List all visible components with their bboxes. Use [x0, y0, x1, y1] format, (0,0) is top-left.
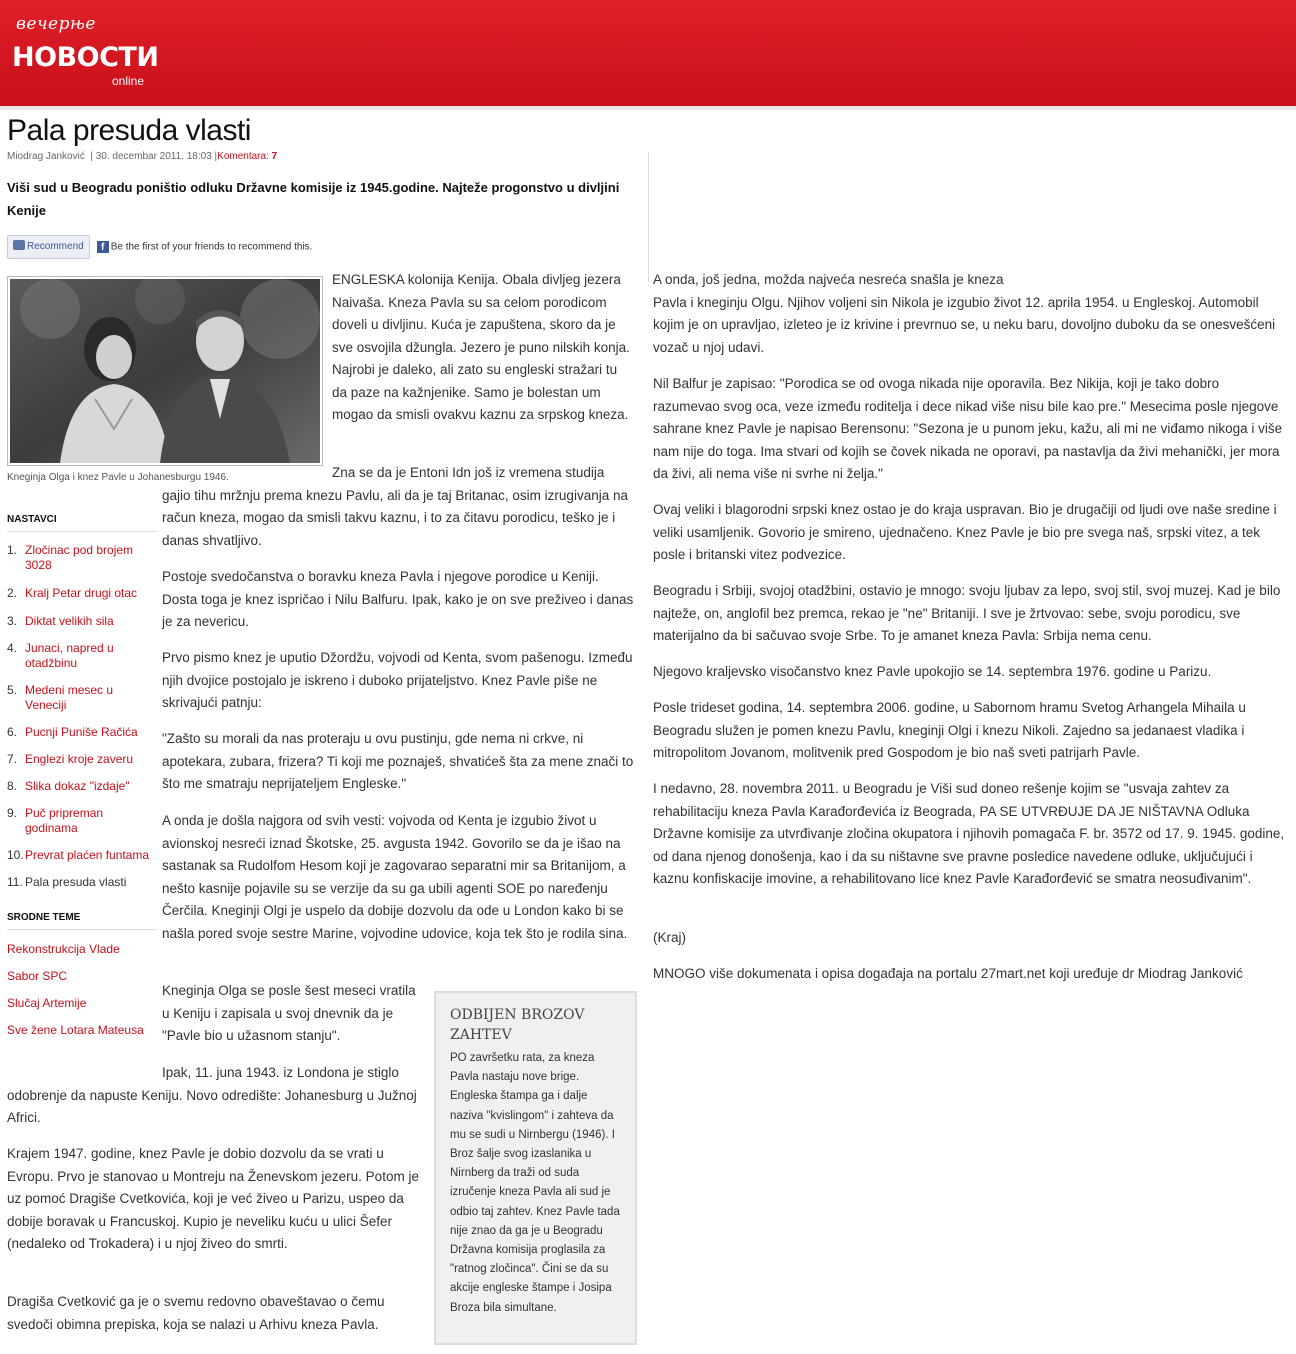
paragraph-5: "Zašto su morali da nas proteraju u ovu pustinju, gde nema ni crkve, ni apotekara, zubara, frizera? Ti koji me poznaješ, shvatićeš šta za mene znači to što me smatraju neprijateljem Engleske." — [162, 731, 634, 791]
series-item-label[interactable]: Slika dokaz "izdaje" — [25, 779, 130, 793]
series-item-label[interactable]: Prevrat plaćen funtama — [25, 848, 150, 862]
sidebar-box — [434, 991, 637, 1345]
series-item-number: 5. — [7, 683, 18, 697]
paragraph-6: A onda je došla najgora od svih vesti: vojvoda od Kenta je izgubio život u avionskoj nesreći iznad Škotske, 25. avgusta 1942. Govorilo se da je išao na sastanak sa Rudolfom Hesom koji je zagovarao separatni mir sa Britanijom, a nešto kasnije pojavile su se verzije da su ga ubili agenti SOE po naređenju Čerčila. Kneginji Olgi je uspelo da dobije dozvolu da ode u London kako bi se našla pored svoje sestre Marine, vojvodine udovice, koja tek što je rodila sina. — [162, 813, 628, 941]
series-item-label[interactable]: Junaci, napred u otadžbinu — [25, 641, 114, 670]
series-item-number: 3. — [7, 614, 18, 628]
right-paragraph-2: Nil Balfur je zapisao: "Porodica se od ovoga nikada nije oporavila. Bez Nikija, koji je tako dobro razumevao svog oca, veze između roditelja i dece nikad više nisu bile kao pre." Mesecima posle njegove sahrane knez Pavle je napisao Berensonu: "Sezona je u punom jeku, kažu, ali mi ne viđamo nikoga i više nam nije do toga. Ima stvari od kojih se čovek nikada ne oporavi, pa nastavlja da živi mehanički, jer mora da živi, ali nema više ni svrhe ni želja." — [653, 376, 1283, 481]
series-item-label[interactable]: Englezi kroje zaveru — [25, 752, 134, 766]
series-item-label[interactable]: Puč pripreman godinama — [25, 806, 104, 835]
paragraph-2: Zna se da je Entoni Idn još iz vremena studija gajio tihu mržnju prema knezu Pavlu, ali da je taj Britanac, osim izrugivanja na račun kneza, mogao da smisli takvu kaznu, i to za čitavu porodicu, teško je i danas shvatljivo. — [162, 465, 628, 548]
facebook-icon: f — [97, 241, 109, 253]
box-text: PO završetku rata, za kneza Pavla nastaju nove brige. Engleska štampa ga i dalje naziva "kvislingom" i zahteva da mu se sudi u Nirnbergu (1946). I Broz šalje svog izaslanika u Nirnberg da traži od suda izručenje kneza Pavla ali sud je odbio taj zahtev. Knez Pavle tada nije znao da ga je u Beogradu Državna komisija proglasila za "ratnog zločinca". Čini se da su akcije engleske štampe i Josipa Broza bila simultane. — [450, 1052, 620, 1314]
recommend-button[interactable] — [7, 235, 90, 259]
related-heading: SRODNE TEME — [7, 912, 81, 923]
right-paragraph-7: I nedavno, 28. novembra 2011. u Beogradu je Viši sud doneo rešenje kojim se "usvaja zahtev za rehabilitaciju kneza Pavla Karađorđevića iz Beograda, PA SE UTVRĐUJE DA JE NIŠTAVNA Odluka Državne komisije za utvrđivanje zločina okupatora i njihovih pomagača F. br. 3572 od 17. 9. 1945. godine, od dana njenog donošenja, kao i da su ništavne sve pravne posledice navedene odluke, uključujući i kaznu konfiskacije imovine, a rehabilitovano lice knez Pavle Karađorđević se smatra neosuđivanim". — [653, 781, 1285, 886]
series-item-label[interactable]: Pucnji Puniše Račića — [25, 725, 138, 739]
recommend-text: Be the first of your friends to recommend this. — [110, 241, 313, 253]
series-item-number: 7. — [7, 752, 18, 766]
series-item-number: 1. — [7, 543, 18, 557]
logo-sub-text: online — [112, 74, 145, 88]
photo-caption: Kneginja Olga i knez Pavle u Johanesburgu 1946. — [7, 472, 229, 483]
box-title: ODBIJEN BROZOV ZAHTEV — [450, 1007, 585, 1043]
series-heading: NASTAVCI — [7, 514, 57, 525]
right-paragraph-8: (Kraj) — [653, 930, 686, 945]
right-paragraph-5: Njegovo kraljevsko visočanstvo knez Pavle upokojio se 14. septembra 1976. godine u Parizu. — [653, 664, 1212, 679]
right-paragraph-4: Beogradu i Srbiji, svojoj otadžbini, ostavio je mnogo: svoju ljubav za lepo, svoj stil, svoj muzej. Kad je bilo najteže, on, anglofil bez premca, rekao je "ne" Britaniji. I sve je žrtvovao: sebe, svoju porodicu, sve materijalno da bi sačuvao svoje Srbe. To je amanet kneza Pavla: Srbija nema cenu. — [653, 583, 1281, 643]
comments-label: Komentara: — [217, 151, 269, 162]
related-divider — [7, 929, 157, 930]
series-item-number: 6. — [7, 725, 18, 739]
series-item-label[interactable]: Kralj Petar drugi otac — [25, 586, 138, 600]
related-link[interactable]: Rekonstrukcija Vlade — [7, 942, 120, 956]
article-lead: Viši sud u Beogradu poništio odluku Državne komisije iz 1945.godine. Najteže progonstvo u divljini Kenije — [7, 180, 620, 218]
series-item-label[interactable]: Diktat velikih sila — [25, 614, 114, 628]
logo-main-text: НОВОСТИ — [12, 42, 159, 73]
series-item-number: 8. — [7, 779, 18, 793]
series-item-number: 11. — [7, 875, 23, 889]
recommend-label: Recommend — [27, 241, 84, 252]
article-author[interactable]: Miodrag Janković — [7, 151, 85, 162]
paragraph-9: Krajem 1947. godine, knez Pavle je dobio dozvolu da se vrati u Evropu. Prvo je stanovao u Montreju na Ženevskom jezeru. Potom je uz pomoć Dragiše Cvetkovića, koji je već živeo u Parizu, uspeo da dobije boravak u Francuskoj. Kupio je neveliku kuću u ulici Šefer (nedaleko od Trokadera) i u njoj živeo do smrti. — [7, 1146, 419, 1251]
right-paragraph-3: Ovaj veliki i blagorodni srpski knez ostao je do kraja uspravan. Bio je drugačiji od ljudi ove naše sredine i veliki usamljenik. Govorio je smireno, ujednačeno. Knez Pavle je bio pre svega naš, srpski vitez, a tek posle i britanski vitez podvezice. — [653, 502, 1277, 562]
photo-image — [10, 279, 320, 463]
series-item-number: 4. — [7, 641, 18, 655]
series-divider — [7, 531, 157, 532]
related-link[interactable]: Sabor SPC — [7, 969, 68, 983]
logo-top-text: вечерње — [16, 14, 96, 34]
article-photo[interactable] — [7, 276, 323, 466]
article-date: 30. decembar 2011. 18:03 — [95, 151, 212, 162]
right-paragraph-9: MNOGO više dokumenata i opisa događaja na portalu 27mart.net koji uređuje dr Miodrag Janković — [653, 966, 1243, 981]
series-item-label: Pala presuda vlasti — [25, 875, 127, 889]
paragraph-8: Ipak, 11. juna 1943. iz Londona je stiglo odobrenje da napuste Keniju. Novo odredište: Johanesburg u Južnoj Africi. — [7, 1065, 417, 1125]
paragraph-1: ENGLESKA kolonija Kenija. Obala divljeg jezera Naivaša. Kneza Pavla su sa celom porodicom doveli u divljinu. Kuća je zapuštena, skoro da je sve osvojila džungla. Jezero je puno nilskih konja. Najrobi je daleko, ali zato su engleski stražari tu da paze na kažnjenike. Samo je bolestan um mogao da smisli ovakvu kaznu za srpskog kneza. — [332, 272, 630, 422]
series-item-number: 10. — [7, 848, 24, 862]
related-link[interactable]: Slučaj Artemije — [7, 996, 87, 1010]
comments-count: 7 — [271, 151, 278, 162]
article-title: Pala presuda vlasti — [7, 114, 251, 147]
right-paragraph-1: A onda, još jedna, možda najveća nesreća snašla je kneza Pavla i kneginju Olgu. Njihov voljeni sin Nikola je izgubio život 12. aprila 1954. u Engleskoj. Automobil kojim je on upravljao, izleteo je iz krivine i prevrnuo se, u neku baru, dovoljno duboku da se onesvešćeni vozač u njoj udavi. — [653, 272, 1276, 355]
paragraph-3: Postoje svedočanstva o boravku kneza Pavla i njegove porodice u Keniji. Dosta toga je knez ispričao i Nilu Balfuru. Ipak, kako je on sve preživeo i danas je za nevericu. — [162, 569, 634, 629]
series-item-label[interactable]: Zločinac pod brojem 3028 — [25, 543, 134, 572]
series-item-label[interactable]: Medeni mesec u Veneciji — [25, 683, 114, 712]
site-logo[interactable] — [12, 10, 162, 90]
article-meta: Miodrag Janković | 30. decembar 2011. 18:03 |Komentara: 7 — [7, 151, 278, 162]
right-paragraph-6: Posle trideset godina, 14. septembra 2006. godine, u Sabornom hramu Svetog Arhangela Mihaila u Beogradu služen je pomen knezu Pavlu, kneginji Olgi i knezu Nikoli. Zajedno sa jedanaest vladika i mitropolitom Jovanom, molitvenik pred Gospodom je bio naš sveti patrijarh Pavle. — [653, 700, 1246, 760]
series-item-number: 2. — [7, 586, 18, 600]
facebook-recommend — [7, 235, 312, 259]
site-header — [0, 0, 1296, 110]
series-item-number: 9. — [7, 806, 18, 820]
paragraph-10: Dragiša Cvetković ga je o svemu redovno obaveštavao o čemu svedoči obimna prepiska, koja se nalazi u Arhivu kneza Pavla. — [7, 1294, 385, 1332]
column-divider — [648, 152, 649, 282]
paragraph-4: Prvo pismo knez je uputio Džordžu, vojvodi od Kenta, svom pašenogu. Između njih dvojice postojalo je iskreno i duboko prijateljstvo. Knez Pavle piše ne skrivajući patnju: — [162, 650, 633, 710]
paragraph-7: Kneginja Olga se posle šest meseci vratila u Keniju i zapisala u svoj dnevnik da je "Pavle bio u užasnom stanju". — [162, 983, 416, 1043]
comments-link[interactable] — [217, 151, 277, 162]
related-link[interactable]: Sve žene Lotara Mateusa — [7, 1023, 144, 1037]
thumbs-up-icon — [13, 240, 25, 250]
